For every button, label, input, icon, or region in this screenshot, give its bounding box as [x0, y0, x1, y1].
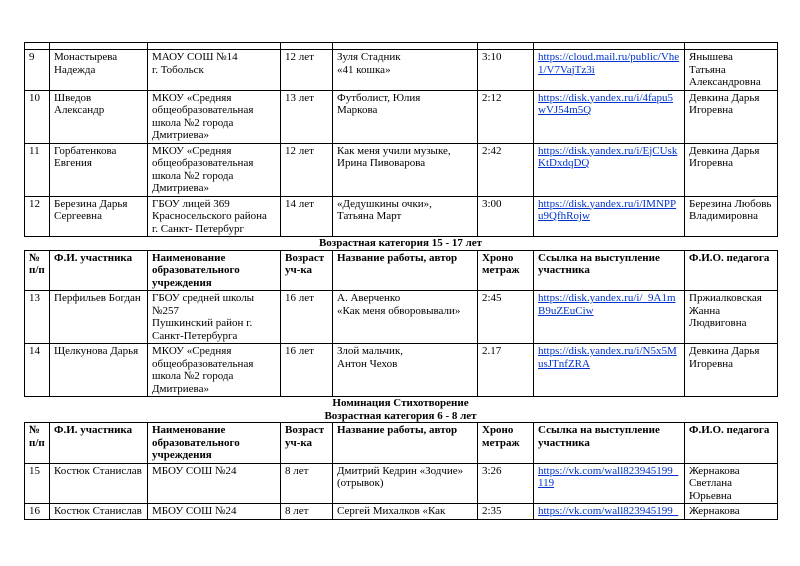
- school-name-cell: [148, 196, 281, 237]
- performance-link-cell: [534, 504, 685, 520]
- teacher-name-cell: [685, 463, 778, 504]
- work-title-cell: [333, 463, 478, 504]
- duration-cell: [478, 143, 534, 196]
- work-title-cell: [333, 504, 478, 520]
- performance-link-cell: [534, 50, 685, 91]
- participant-age-cell: [281, 50, 333, 91]
- duration: 3:00: [482, 197, 502, 210]
- table-cell: [333, 43, 478, 50]
- header-teacher: Ф.И.О. педагога: [685, 250, 778, 291]
- duration: 2:45: [482, 292, 502, 304]
- participant-age: 16 лет: [285, 292, 314, 304]
- school-name: МКОУ «Средняя общеобразовательная школа №2 города Дмитриева»: [152, 144, 254, 194]
- participant-name: Щелкунова Дарья: [54, 345, 139, 357]
- performance-link[interactable]: https://disk.yandex.ru/i/4fapu5wVJ54m5Q: [538, 91, 674, 116]
- header-number: № п/п: [25, 250, 50, 291]
- participant-name-cell: [50, 344, 148, 397]
- header-duration: Хроно метраж: [478, 250, 534, 291]
- table-header-row: [25, 250, 778, 291]
- header-participant: Ф.И. участника: [50, 250, 148, 291]
- teacher-name: Девкина Дарья Игоревна: [689, 91, 760, 116]
- work-title: Злой мальчик, Антон Чехов: [337, 345, 404, 370]
- work-title: А. Аверченко «Как меня обворовывали»: [337, 292, 461, 317]
- age-category-heading: Возрастная категория 6 - 8 лет: [324, 409, 477, 422]
- header-work: Название работы, автор: [333, 423, 478, 464]
- teacher-name-cell: [685, 143, 778, 196]
- work-title-cell: [333, 90, 478, 143]
- participant-name-cell: [50, 90, 148, 143]
- performance-link[interactable]: https://disk.yandex.ru/i/IMNPPu9QfhRojw: [538, 197, 677, 222]
- performance-link-cell: [534, 196, 685, 237]
- table-row: [25, 143, 778, 196]
- duration: 3:26: [482, 464, 502, 477]
- participants-table-1: [24, 42, 778, 237]
- teacher-name-cell: [685, 50, 778, 91]
- participant-age: 13 лет: [285, 91, 314, 104]
- school-name: МБОУ СОШ №24: [152, 505, 237, 517]
- performance-link[interactable]: https://disk.yandex.ru/i/EjCUskKtDxdqDQ: [538, 144, 678, 169]
- document-page: [24, 42, 777, 520]
- table-cell: [685, 43, 778, 50]
- participant-age-cell: [281, 291, 333, 344]
- participant-age-cell: [281, 90, 333, 143]
- nomination-heading: Номинация Стихотворение: [332, 397, 469, 409]
- duration-cell: [478, 504, 534, 520]
- header-duration: Хроно метраж: [478, 423, 534, 464]
- participant-name-cell: [50, 50, 148, 91]
- row-number: 13: [29, 292, 40, 304]
- row-number: 14: [29, 345, 40, 357]
- teacher-name-cell: [685, 196, 778, 237]
- header-school: Наименование образовательного учреждения: [148, 423, 281, 464]
- work-title: Дмитрий Кедрин «Зодчие» (отрывок): [337, 464, 464, 489]
- row-number: 15: [29, 464, 40, 477]
- participant-age: 16 лет: [285, 345, 314, 357]
- school-name: МБОУ СОШ №24: [152, 464, 237, 477]
- participant-name: Костюк Станислав: [54, 464, 142, 477]
- row-number-cell: [25, 143, 50, 196]
- participant-name-cell: [50, 504, 148, 520]
- duration-cell: [478, 90, 534, 143]
- work-title: Футболист, Юлия Маркова: [337, 91, 421, 116]
- teacher-name: Жернакова: [689, 505, 740, 517]
- table-row: [25, 43, 778, 50]
- performance-link[interactable]: https://disk.yandex.ru/i/_9A1mB9uZEuCiw: [538, 292, 676, 317]
- school-name-cell: [148, 344, 281, 397]
- duration: 2.17: [482, 345, 502, 357]
- table-row: [25, 90, 778, 143]
- row-number: 12: [29, 197, 40, 210]
- performance-link[interactable]: https://vk.com/wall823945199_: [538, 505, 679, 517]
- duration-cell: [478, 463, 534, 504]
- row-number-cell: [25, 196, 50, 237]
- participant-age: 14 лет: [285, 197, 314, 210]
- participant-age-cell: [281, 143, 333, 196]
- participant-age: 12 лет: [285, 144, 314, 157]
- table-cell: [148, 43, 281, 50]
- performance-link[interactable]: https://vk.com/wall823945199_119: [538, 464, 679, 489]
- table-row: [25, 196, 778, 237]
- teacher-name: Янышева Татьяна Александровна: [689, 51, 761, 88]
- duration: 2:42: [482, 144, 502, 157]
- row-number: 16: [29, 505, 40, 517]
- table-cell: [25, 43, 50, 50]
- header-participant: Ф.И. участника: [50, 423, 148, 464]
- header-work: Название работы, автор: [333, 250, 478, 291]
- teacher-name-cell: [685, 90, 778, 143]
- performance-link[interactable]: https://disk.yandex.ru/i/N5x5MusJTnfZRA: [538, 345, 677, 370]
- duration-cell: [478, 291, 534, 344]
- header-number: № п/п: [25, 423, 50, 464]
- work-title: Сергей Михалков «Как: [337, 505, 446, 517]
- teacher-name-cell: [685, 291, 778, 344]
- teacher-name: Девкина Дарья Игоревна: [689, 345, 760, 370]
- duration-cell: [478, 344, 534, 397]
- participant-name: Перфильев Богдан: [54, 292, 141, 304]
- participant-name: Шведов Александр: [54, 91, 105, 116]
- row-number: 10: [29, 91, 40, 104]
- table-body: [25, 463, 778, 519]
- work-title: Как меня учили музыке, Ирина Пивоварова: [337, 144, 451, 169]
- work-title-cell: [333, 344, 478, 397]
- teacher-name: Березина Любовь Владимировна: [689, 197, 772, 222]
- participant-age-cell: [281, 344, 333, 397]
- row-number-cell: [25, 291, 50, 344]
- header-link: Ссылка на выступление участника: [534, 250, 685, 291]
- teacher-name-cell: [685, 504, 778, 520]
- participant-name-cell: [50, 291, 148, 344]
- performance-link-cell: [534, 143, 685, 196]
- work-title-cell: [333, 291, 478, 344]
- row-number-cell: [25, 463, 50, 504]
- age-category-heading: Возрастная категория 15 - 17 лет: [318, 237, 483, 249]
- participants-table-2: [24, 250, 778, 398]
- school-name-cell: [148, 50, 281, 91]
- table-cell: [281, 43, 333, 50]
- participant-name: Березина Дарья Сергеевна: [54, 197, 128, 222]
- table-row: [25, 463, 778, 504]
- performance-link[interactable]: https://cloud.mail.ru/public/Vhe1/V7VajTz3i: [538, 51, 680, 76]
- row-number: 11: [29, 144, 40, 157]
- work-title: Зуля Стадник «41 кошка»: [337, 51, 401, 76]
- performance-link-cell: [534, 463, 685, 504]
- performance-link-cell: [534, 344, 685, 397]
- participant-age-cell: [281, 504, 333, 520]
- row-number-cell: [25, 50, 50, 91]
- participant-age: 12 лет: [285, 51, 314, 63]
- participant-name-cell: [50, 143, 148, 196]
- row-number-cell: [25, 344, 50, 397]
- row-number-cell: [25, 504, 50, 520]
- row-number-cell: [25, 90, 50, 143]
- table-body: [25, 291, 778, 397]
- school-name: МКОУ «Средняя общеобразовательная школа №2 города Дмитриева»: [152, 91, 254, 141]
- header-age: Возраст уч-ка: [281, 250, 333, 291]
- header-teacher: Ф.И.О. педагога: [685, 423, 778, 464]
- work-title-cell: [333, 143, 478, 196]
- table-row: [25, 504, 778, 520]
- duration: 3:10: [482, 51, 502, 63]
- school-name: ГБОУ лицей 369 Красносельского района г. Санкт- Петербург: [152, 197, 267, 235]
- participant-name-cell: [50, 463, 148, 504]
- school-name-cell: [148, 504, 281, 520]
- duration-cell: [478, 196, 534, 237]
- school-name: МКОУ «Средняя общеобразовательная школа №2 города Дмитриева»: [152, 345, 254, 395]
- table-cell: [50, 43, 148, 50]
- row-number: 9: [29, 51, 35, 63]
- school-name: ГБОУ средней школы №257 Пушкинский район г. Санкт-Петербурга: [152, 292, 255, 342]
- duration: 2:12: [482, 91, 502, 104]
- participant-age-cell: [281, 463, 333, 504]
- header-school: Наименование образовательного учреждения: [148, 250, 281, 291]
- participant-name-cell: [50, 196, 148, 237]
- work-title-cell: [333, 196, 478, 237]
- work-title: «Дедушкины очки», Татьяна Март: [337, 197, 432, 222]
- performance-link-cell: [534, 291, 685, 344]
- teacher-name: Пржиалковская Жанна Людвиговна: [689, 292, 762, 329]
- header-link: Ссылка на выступление участника: [534, 423, 685, 464]
- participant-age: 8 лет: [285, 505, 309, 517]
- school-name: МАОУ СОШ №14 г. Тобольск: [152, 51, 238, 76]
- school-name-cell: [148, 90, 281, 143]
- participant-name: Костюк Станислав: [54, 505, 142, 517]
- header-age: Возраст уч-ка: [281, 423, 333, 464]
- participants-table-3: [24, 422, 778, 520]
- work-title-cell: [333, 50, 478, 91]
- participant-name: Монастырева Надежда: [54, 51, 118, 76]
- performance-link-cell: [534, 90, 685, 143]
- participant-name: Горбатенкова Евгения: [54, 144, 117, 169]
- duration-cell: [478, 50, 534, 91]
- table-row: [25, 291, 778, 344]
- table-row: [25, 50, 778, 91]
- table-row: [25, 344, 778, 397]
- school-name-cell: [148, 463, 281, 504]
- table-cell: [534, 43, 685, 50]
- teacher-name: Девкина Дарья Игоревна: [689, 144, 760, 169]
- table-body: [25, 43, 778, 237]
- table-header-row: [25, 423, 778, 464]
- participant-age: 8 лет: [285, 464, 309, 477]
- table-cell: [478, 43, 534, 50]
- teacher-name: Жернакова Светлана Юрьевна: [689, 464, 740, 502]
- participant-age-cell: [281, 196, 333, 237]
- school-name-cell: [148, 291, 281, 344]
- teacher-name-cell: [685, 344, 778, 397]
- school-name-cell: [148, 143, 281, 196]
- duration: 2:35: [482, 505, 502, 517]
